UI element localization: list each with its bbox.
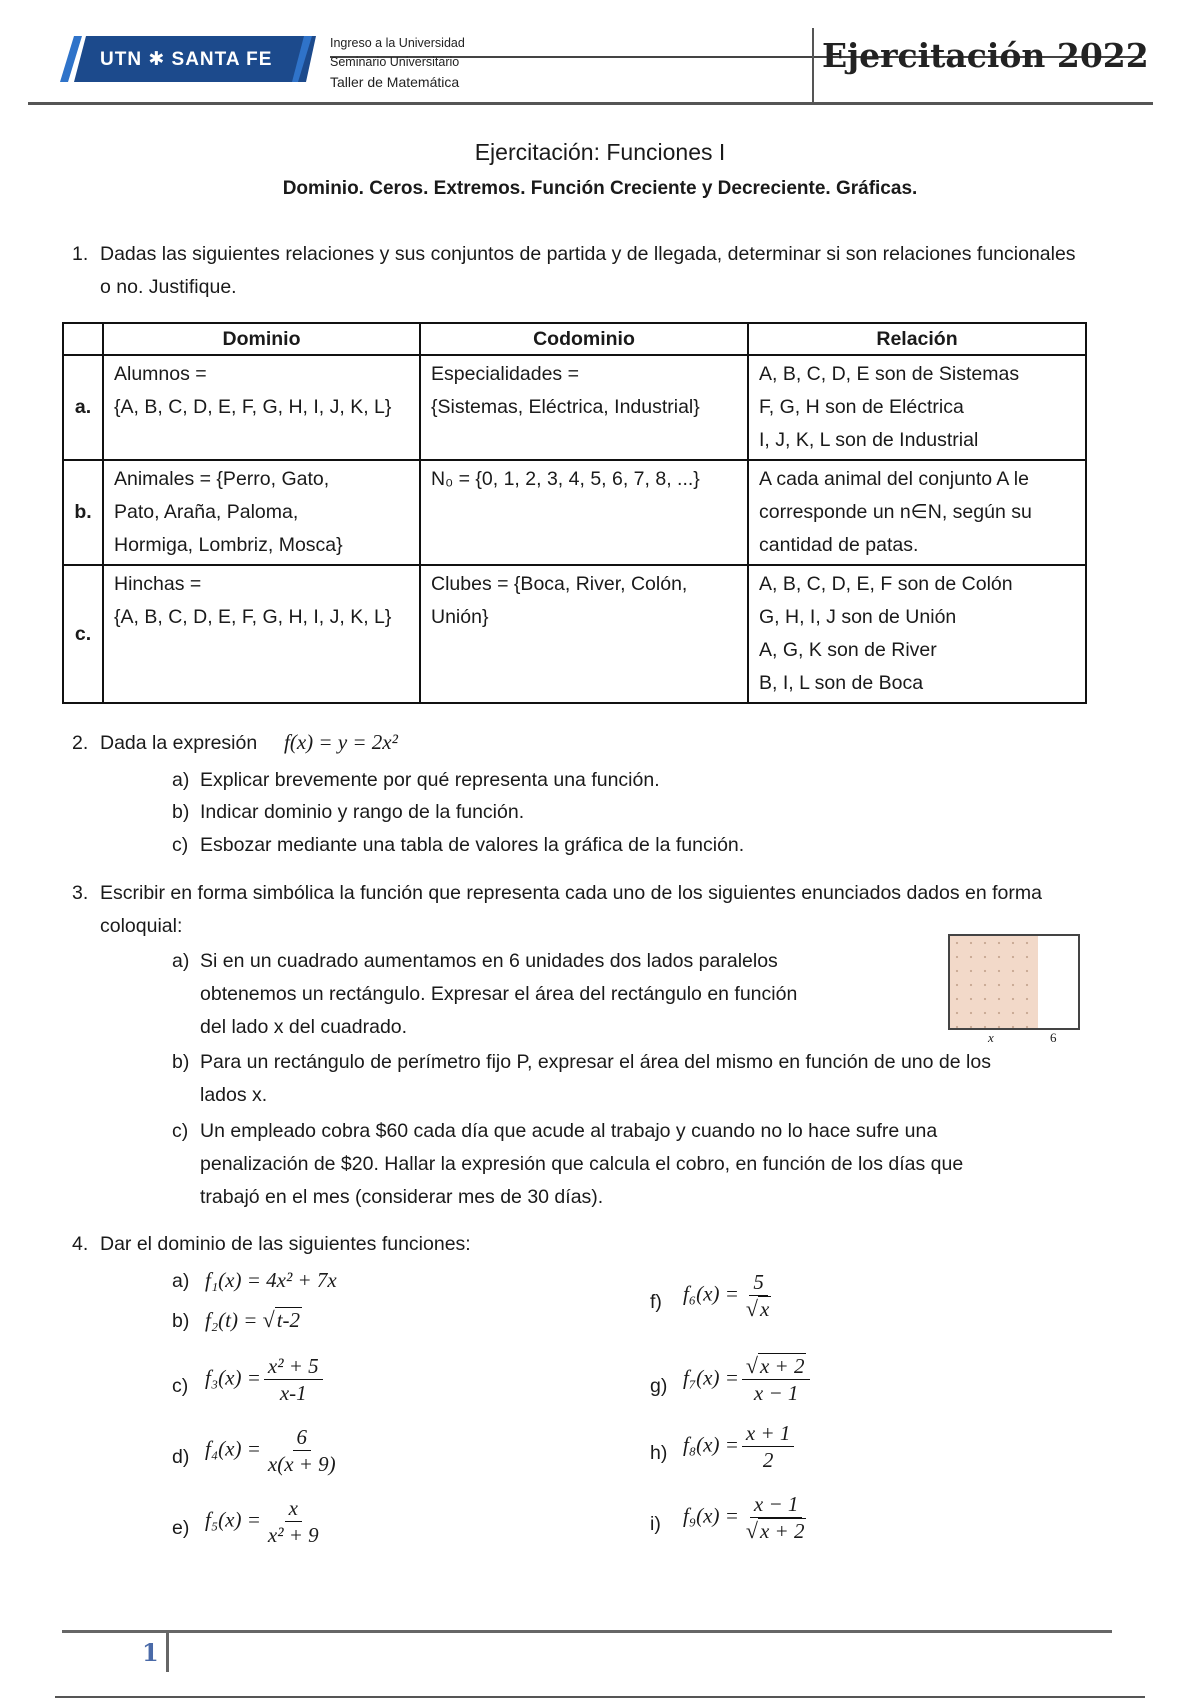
ex3-c-line: Un empleado cobra $60 cada día que acude al trabajo y cuando no lo hace sufre una [200, 1120, 938, 1142]
table-row [63, 355, 1086, 460]
relacion-cell: A, B, C, D, E son de Sistemas F, G, H son de Eléctrica I, J, K, L son de Industrial [748, 355, 1086, 460]
func-f: f₆(x) = $\frac{5}{√x}$ [683, 1270, 770, 1321]
func-label: d) [172, 1446, 190, 1468]
institution-line-1: Ingreso a la Universidad [330, 36, 465, 50]
ex3-text: Escribir en forma simbólica la función que representa cada uno de los siguientes enunciados dados en forma coloquial: [100, 882, 1042, 937]
ex3-b-label: b) [172, 1051, 190, 1073]
ex2-item-text: Indicar dominio y rango de la función. [200, 801, 525, 823]
ex4-number: 4. [72, 1233, 89, 1255]
ex3-a-line: obtenemos un rectángulo. Expresar el área del rectángulo en función [200, 983, 798, 1005]
ex2-item-text: Esbozar mediante una tabla de valores la gráfica de la función. [200, 834, 745, 856]
rectangle-extension [1038, 934, 1080, 1030]
page-number: 1 [142, 1638, 159, 1667]
ex3-number: 3. [72, 882, 89, 904]
institution-line-2: Seminario Universitario [330, 55, 460, 69]
header-rule [28, 102, 1153, 105]
row-label: c. [63, 565, 103, 703]
footer-divider [166, 1630, 169, 1672]
func-label: b) [172, 1310, 190, 1332]
ex3-a-line: del lado x del cuadrado. [200, 1016, 408, 1038]
ex2-number: 2. [72, 732, 89, 754]
func-label: f) [650, 1291, 662, 1313]
footer-rule [62, 1630, 1112, 1633]
square-diagram [948, 934, 1040, 1030]
codominio-cell: N₀ = {0, 1, 2, 3, 4, 5, 6, 7, 8, ...} [420, 460, 748, 565]
row-label: b. [63, 460, 103, 565]
col-header-relacion: Relación [748, 323, 1086, 355]
func-label: i) [650, 1513, 661, 1535]
dominio-cell: Animales = {Perro, Gato, Pato, Araña, Paloma, Hormiga, Lombriz, Mosca} [103, 460, 420, 565]
func-d: f₄(x) = $\frac{6}{x(x + 9)}$ [205, 1425, 336, 1476]
doc-title: Ejercitación 2022 [822, 36, 1149, 75]
col-header-dominio: Dominio [103, 323, 420, 355]
func-h: f₈(x) = $\frac{x + 1}{2}$ [683, 1420, 797, 1473]
table-header-row [63, 323, 1086, 355]
ex1-text: Dadas las siguientes relaciones y sus conjuntos de partida y de llegada, determinar si son relaciones funcionales o no. Justifique. [100, 243, 1076, 298]
func-g: f₇(x) = $\frac{√x + 2}{x - 1}$ [683, 1353, 813, 1406]
ex3-c-line: penalización de $20. Hallar la expresión que calcula el cobro, en función de los días que [200, 1153, 964, 1175]
codominio-cell: Clubes = {Boca, River, Colón, Unión} [420, 565, 748, 703]
func-i: f₉(x) = $\frac{x - 1}{√x + 2}$ [683, 1492, 805, 1543]
table-row [63, 460, 1086, 565]
logo-text: UTN ✱ SANTA FE [100, 49, 273, 70]
func-label: e) [172, 1517, 190, 1539]
ex2-item-label: c) [172, 834, 189, 856]
col-header-codominio: Codominio [420, 323, 748, 355]
relations-table [62, 322, 1087, 704]
table-row [63, 565, 1086, 703]
ex3-c-label: c) [172, 1120, 189, 1142]
dominio-cell: Hinchas = {A, B, C, D, E, F, G, H, I, J, K, L} [103, 565, 420, 703]
page-subtitle: Dominio. Ceros. Extremos. Función Creciente y Decreciente. Gráficas. [282, 178, 918, 199]
func-a: f₁(x) = 4x² + 7x [205, 1268, 337, 1292]
diagram-6-label: 6 [1050, 1030, 1057, 1045]
dominio-cell: Alumnos = {A, B, C, D, E, F, G, H, I, J, K, L} [103, 355, 420, 460]
diagram-x-label: x [988, 1030, 994, 1045]
func-label: c) [172, 1375, 189, 1397]
ex3-a-line: Si en un cuadrado aumentamos en 6 unidades dos lados paralelos [200, 950, 778, 972]
relacion-cell: A, B, C, D, E, F son de Colón G, H, I, J son de Unión A, G, K son de River B, I, L son de Boca [748, 565, 1086, 703]
func-label: g) [650, 1375, 668, 1397]
header-divider [812, 28, 814, 104]
table-corner [63, 323, 103, 355]
func-label: a) [172, 1270, 190, 1292]
page-title: Ejercitación: Funciones I [474, 139, 726, 165]
institution-line-3: Taller de Matemática [330, 74, 460, 90]
ex3-c-line: trabajó en el mes (considerar mes de 30 días). [200, 1186, 604, 1208]
ex1-number: 1. [72, 243, 89, 265]
ex3-b-line: Para un rectángulo de perímetro fijo P, expresar el área del mismo en función de uno de los [200, 1051, 991, 1073]
codominio-cell: Especialidades = {Sistemas, Eléctrica, Industrial} [420, 355, 748, 460]
footer-bottom-rule [55, 1696, 1145, 1698]
ex3-b-line: lados x. [200, 1084, 268, 1106]
relacion-cell: A cada animal del conjunto A le corresponde un n∈N, según su cantidad de patas. [748, 460, 1086, 565]
func-b: f₂(t) = √t-2 [205, 1307, 301, 1332]
func-e: f₅(x) = $\frac{x}{\text{x² + 9}}$ [205, 1496, 319, 1547]
ex2-item-label: a) [172, 769, 190, 791]
row-label: a. [63, 355, 103, 460]
ex4-text: Dar el dominio de las siguientes funciones: [100, 1233, 471, 1255]
ex2-item-text: Explicar brevemente por qué representa una función. [200, 769, 660, 791]
ex2-formula: f(x) = y = 2x² [284, 730, 398, 754]
ex3-a-label: a) [172, 950, 190, 972]
func-c: f₃(x) = $\frac{\text{x² + 5}}{x-1}$ [205, 1353, 326, 1406]
ex2-intro: Dada la expresión [100, 732, 258, 754]
ex2-item-label: b) [172, 801, 190, 823]
func-label: h) [650, 1442, 668, 1464]
